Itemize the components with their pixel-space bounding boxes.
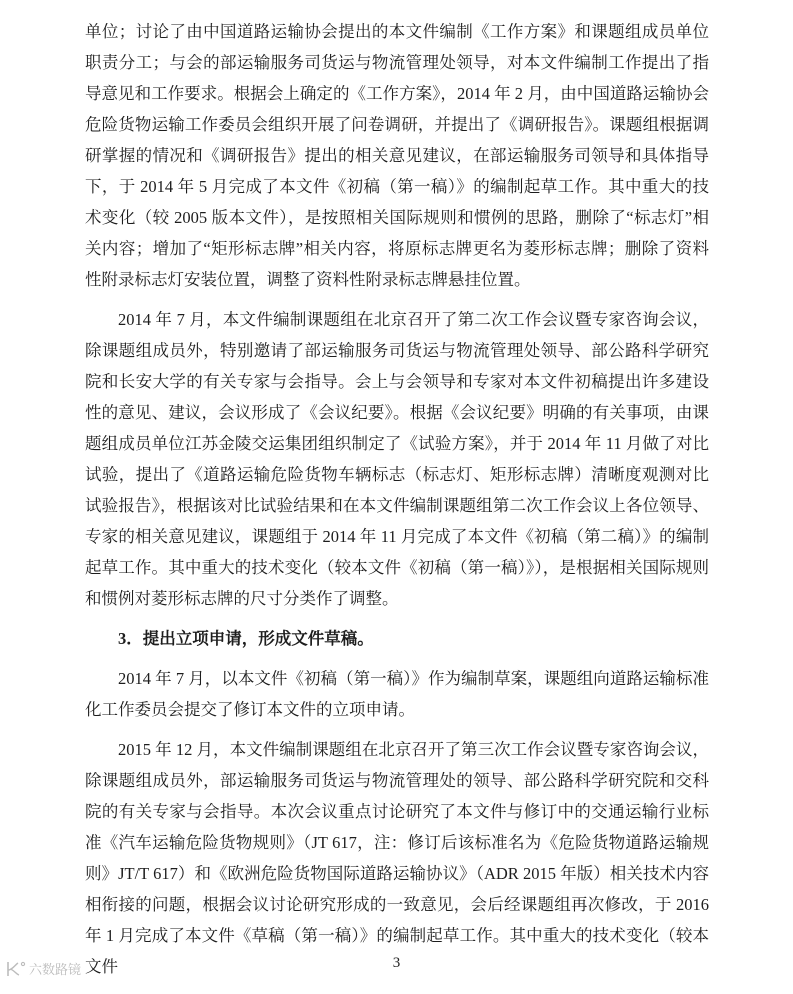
- page-number: 3: [392, 955, 401, 971]
- section-heading: 3．提出立项申请，形成文件草稿。: [118, 629, 374, 648]
- watermark-text: 六数路镜: [29, 962, 82, 977]
- paragraph: 2014 年 7 月，本文件编制课题组在北京召开了第二次工作会议暨专家咨询会议，除课题组成员外，特别邀请了部运输服务司货运与物流管理处领导、部公路科学研究院和长安大学的有关专家与会指导。会上与会领导和专家对本文件初稿提出许多建设性的意见、建议，会议形成了《会议纪要》。根据《会议纪要》明确的有关事项，由课题组成员单位江苏金陵交运集团组织制定了《试验方案》，并于 2014 年 11 月做了对比试验，提出了《道路运输危险货物车辆标志（标志灯、矩形标志牌）清晰度观测对比试验报告》，根据该对比试验结果和在本文件编制课题组第二次工作会议上各位领导、专家的相关意见建议，课题组于 2014 年 11 月完成了本文件《初稿（第二稿）》的编制起草工作。其中重大的技术变化（较本文件《初稿（第一稿）》），是根据相关国际规则和惯例对菱形标志牌的尺寸分类作了调整。: [85, 310, 709, 608]
- paragraph-continuation: 单位；讨论了由中国道路运输协会提出的本文件编制《工作方案》和课题组成员单位职责分工；与会的部运输服务司货运与物流管理处领导，对本文件编制工作提出了指导意见和工作要求。根据会上确定的《工作方案》，2014 年 2 月，由中国道路运输协会危险货物运输工作委员会组织开展了问卷调研，并提出了《调研报告》。课题组根据调研掌握的情况和《调研报告》提出的相关意见建议，在部运输服务司领导和具体指导下，于 2014 年 5 月完成了本文件《初稿（第一稿）》的编制起草工作。其中重大的技术变化（较 2005 版本文件），是按照相关国际规则和惯例的思路，删除了“标志灯”相关内容；增加了“矩形标志牌”相关内容，将原标志牌更名为菱形标志牌；删除了资料性附录标志灯安装位置，调整了资料性附录标志牌悬挂位置。: [85, 22, 709, 289]
- paragraph: 2014 年 7 月，以本文件《初稿（第一稿）》作为编制草案，课题组向道路运输标准化工作委员会提交了修订本文件的立项申请。: [85, 669, 709, 719]
- paragraph: 2015 年 12 月，本文件编制课题组在北京召开了第三次工作会议暨专家咨询会议，除课题组成员外，部运输服务司货运与物流管理处的领导、部公路科学研究院和交科院的有关专家与会指导。本次会议重点讨论研究了本文件与修订中的交通运输行业标准《汽车运输危险货物规则》（JT 617，注：修订后该标准名为《危险货物道路运输规则》JT/T 617）和《欧洲危险货物国际道路运输协议》（ADR 2015 年版）相关技术内容相衔接的问题，根据会议讨论研究形成的一致意见，会后经课题组再次修改，于 2016 年 1 月完成了本文件《草稿（第一稿）》的编制起草工作。其中重大的技术变化（较本文件: [85, 740, 709, 976]
- document-body: [85, 16, 709, 991]
